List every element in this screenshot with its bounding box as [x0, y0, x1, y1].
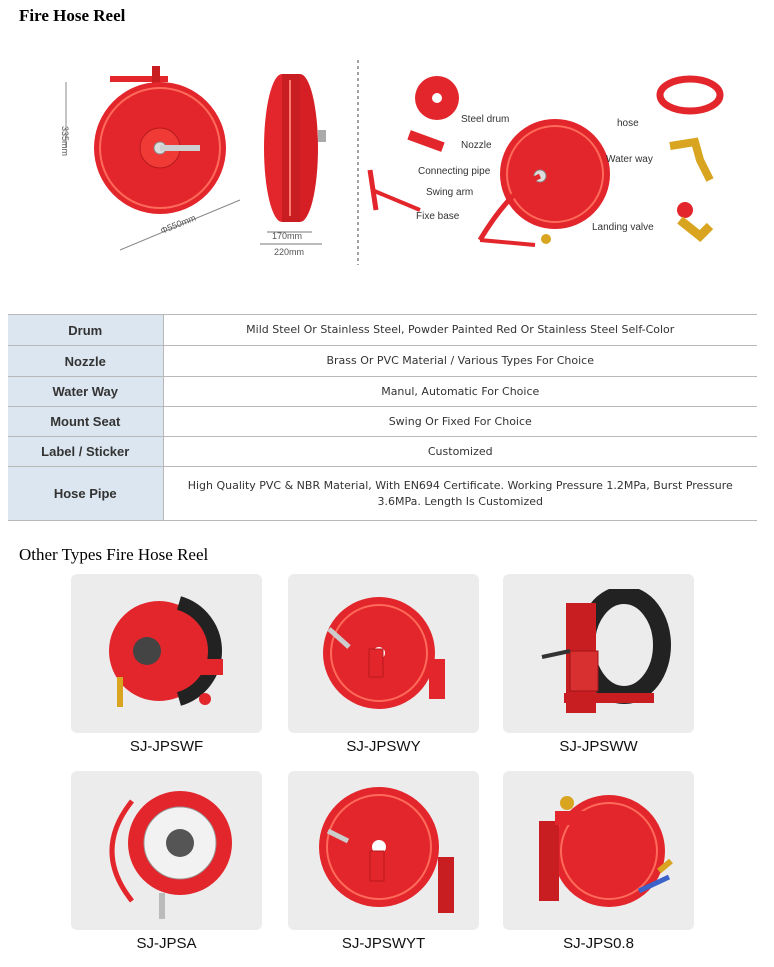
table-row [8, 377, 757, 407]
section-title: Other Types Fire Hose Reel [19, 545, 209, 564]
product-card[interactable] [288, 574, 479, 755]
reel-image [309, 589, 459, 719]
table-row [8, 346, 757, 377]
product-photo[interactable] [288, 574, 479, 733]
reel-image [92, 781, 242, 921]
product-photo[interactable] [503, 574, 694, 733]
product-diagram [40, 50, 740, 270]
table-row [8, 467, 757, 521]
product-model: SJ-JPSWY [346, 738, 421, 755]
label-nozzle: Nozzle [461, 140, 492, 151]
dim-width-inner: 170mm [272, 231, 303, 241]
spec-key: Mount Seat [8, 407, 163, 437]
product-grid [71, 574, 696, 967]
product-photo[interactable] [71, 574, 262, 733]
spec-value: Brass Or PVC Material / Various Types For Choice [163, 346, 757, 377]
product-card[interactable] [71, 574, 262, 755]
spec-value: Swing Or Fixed For Choice [163, 407, 757, 437]
reel-side-view [260, 74, 326, 244]
product-photo[interactable] [503, 771, 694, 930]
product-model: SJ-JPSWW [559, 738, 638, 755]
table-row [8, 407, 757, 437]
table-row [8, 437, 757, 467]
product-model: SJ-JPS0.8 [563, 935, 634, 952]
dim-height: 335mm [60, 126, 70, 157]
product-photo[interactable] [288, 771, 479, 930]
product-model: SJ-JPSWYT [341, 935, 426, 952]
diagram-svg [40, 50, 740, 270]
product-card[interactable] [71, 771, 262, 952]
spec-value: Manul, Automatic For Choice [163, 377, 757, 407]
product-photo[interactable] [71, 771, 262, 930]
product-card[interactable] [503, 771, 694, 952]
product-card[interactable] [503, 574, 694, 755]
dim-width-outer: 220mm [274, 247, 305, 257]
label-steel-drum: Steel drum [461, 114, 510, 125]
reel-front-view [66, 66, 240, 250]
spec-value: Customized [163, 437, 757, 467]
spec-key: Water Way [8, 377, 163, 407]
spec-key: Drum [8, 315, 163, 346]
label-fixe-base: Fixe base [416, 211, 460, 222]
reel-image [304, 781, 464, 921]
product-model: SJ-JPSA [136, 935, 197, 952]
spec-key: Nozzle [8, 346, 163, 377]
dim-diameter: Φ550mm [159, 212, 198, 236]
spec-key: Hose Pipe [8, 467, 163, 521]
label-water-way: Water way [606, 154, 653, 165]
spec-value: High Quality PVC & NBR Material, With EN694 Certificate. Working Pressure 1.2MPa, Burst Pressure 3.6MPa. Length Is Customized [163, 467, 757, 521]
label-hose: hose [617, 118, 639, 129]
product-model: SJ-JPSWF [129, 738, 204, 755]
reel-image [519, 781, 679, 921]
table-row [8, 315, 757, 346]
product-card[interactable] [288, 771, 479, 952]
reel-image [524, 589, 674, 719]
label-swing-arm: Swing arm [426, 187, 474, 198]
reel-image [97, 589, 237, 719]
spec-value: Mild Steel Or Stainless Steel, Powder Painted Red Or Stainless Steel Self-Color [163, 315, 757, 346]
label-landing-valve: Landing valve [592, 222, 654, 233]
spec-key: Label / Sticker [8, 437, 163, 467]
label-connecting-pipe: Connecting pipe [418, 166, 491, 177]
spec-table [8, 314, 757, 521]
page-title: Fire Hose Reel [19, 6, 126, 25]
